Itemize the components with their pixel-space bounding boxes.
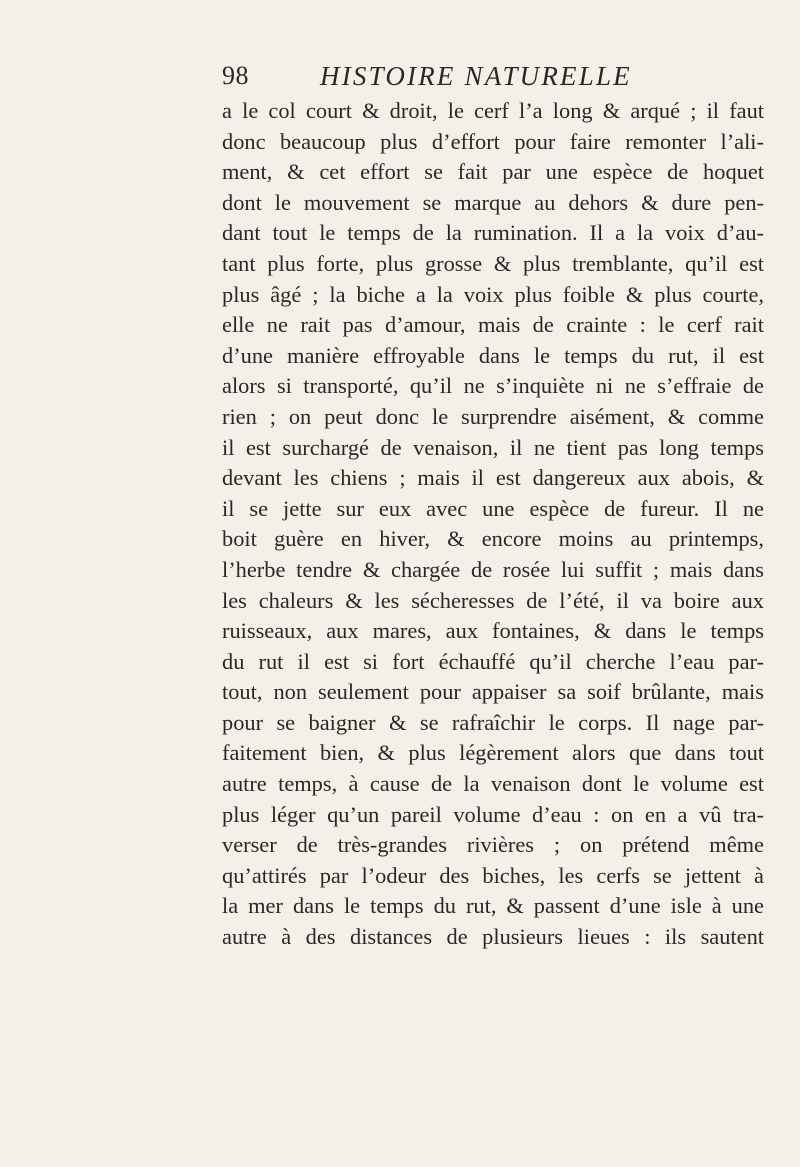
text-line: les chaleurs & les sécheresses de l’été, il va boire aux [222, 587, 764, 613]
text-line: plus léger qu’un pareil volume d’eau : on en a vû tra- [222, 801, 764, 827]
text-line: rien ; on peut donc le surprendre aisément, & comme [222, 403, 764, 429]
text-line: donc beaucoup plus d’effort pour faire remonter l’ali- [222, 128, 764, 154]
text-line: ment, & cet effort se fait par une espèce de hoquet [222, 159, 764, 185]
text-line: qu’attirés par l’odeur des biches, les cerfs se jettent à [222, 862, 764, 888]
text-line: boit guère en hiver, & encore moins au printemps, [222, 526, 764, 552]
text-line: devant les chiens ; mais il est dangereux aux abois, & [222, 465, 764, 491]
text-line: dont le mouvement se marque au dehors & dure pen- [222, 189, 764, 215]
text-line: il se jette sur eux avec une espèce de fureur. Il ne [222, 495, 764, 521]
text-line: la mer dans le temps du rut, & passent d’une isle à une [222, 893, 764, 919]
text-line: autre à des distances de plusieurs lieues : ils sautent [222, 924, 764, 950]
text-line: il est surchargé de venaison, il ne tient pas long temps [222, 434, 764, 460]
page-number: 98 [222, 61, 249, 90]
body-text [222, 96, 764, 953]
text-line: du rut il est si fort échauffé qu’il cherche l’eau par- [222, 648, 764, 674]
text-line: pour se baigner & se rafraîchir le corps. Il nage par- [222, 709, 764, 735]
text-line: autre temps, à cause de la venaison dont le volume est [222, 771, 764, 797]
text-line: a le col court & droit, le cerf l’a long & arqué ; il faut [222, 98, 764, 123]
text-line: tant plus forte, plus grosse & plus tremblante, qu’il est [222, 250, 764, 276]
text-line: ruisseaux, aux mares, aux fontaines, & dans le temps [222, 618, 764, 644]
text-line: tout, non seulement pour appaiser sa soif brûlante, mais [222, 679, 764, 705]
running-title: HISTOIRE NATURELLE [320, 61, 632, 91]
page-header [222, 57, 672, 95]
text-line: verser de très-grandes rivières ; on prétend même [222, 832, 764, 858]
text-line: plus âgé ; la biche a la voix plus foible & plus courte, [222, 281, 764, 307]
text-line: dant tout le temps de la rumination. Il a la voix d’au- [222, 220, 764, 246]
text-line: faitement bien, & plus légèrement alors que dans tout [222, 740, 764, 766]
text-line: elle ne rait pas d’amour, mais de crainte : le cerf rait [222, 312, 764, 338]
text-line: alors si transporté, qu’il ne s’inquiète ni ne s’effraie de [222, 373, 764, 399]
text-line: d’une manière effroyable dans le temps du rut, il est [222, 342, 764, 368]
text-line: l’herbe tendre & chargée de rosée lui suffit ; mais dans [222, 556, 764, 582]
